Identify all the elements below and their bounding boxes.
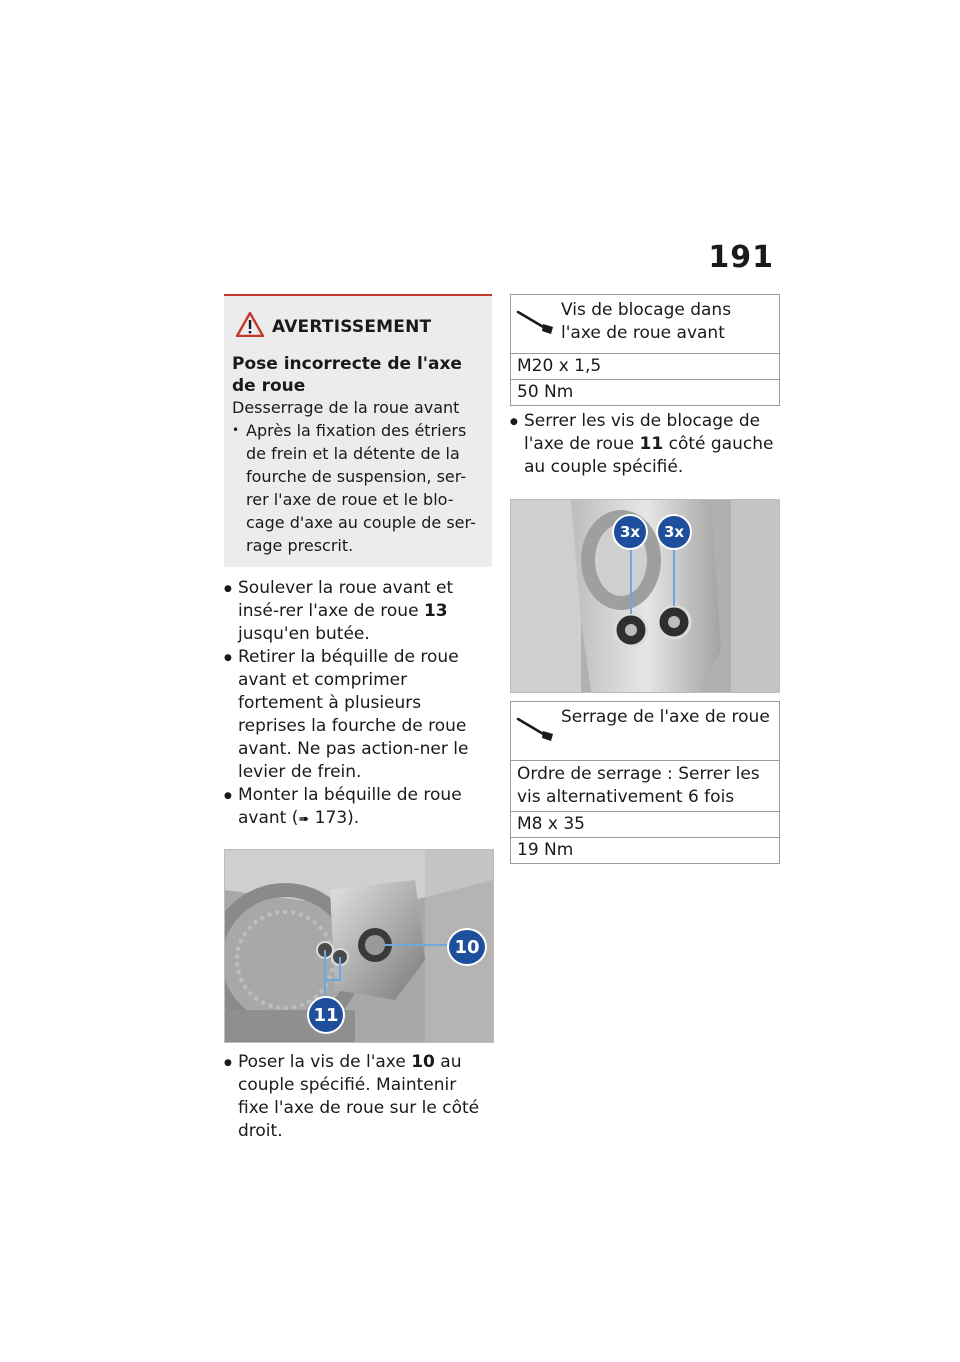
spec-thread-size: M8 x 35: [511, 812, 779, 838]
warning-subtitle: Pose incorrecte de l'axe de roue: [232, 354, 462, 396]
callout-3x-right: 3x: [656, 514, 692, 550]
warning-action-list: [232, 419, 484, 557]
left-column: [224, 294, 492, 1143]
step-list-left: [224, 577, 492, 831]
right-column: [510, 294, 780, 864]
spec-torque-value: 50 Nm: [511, 380, 779, 406]
torque-spec-table-axle-clamping: [510, 701, 780, 864]
spec-title: Serrage de l'axe de roue: [561, 707, 770, 727]
torque-wrench-icon: [515, 716, 555, 746]
spec-thread-size: M20 x 1,5: [511, 354, 779, 380]
step-list-right: [510, 410, 780, 479]
page-reference-arrow-icon: ➠: [298, 812, 310, 827]
spec-title: Vis de blocage dans l'axe de roue avant: [561, 300, 732, 343]
warning-title: AVERTISSEMENT: [272, 316, 432, 337]
reference-number: 10: [411, 1052, 435, 1072]
step-item: ● Serrer les vis de blocage de l'axe de roue 11 côté gauche au couple spécifié.: [510, 410, 780, 479]
step-item: ● Poser la vis de l'axe 10 au couple spécifié. Maintenir fixe l'axe de roue sur le côté droit.: [224, 1051, 492, 1143]
spec-header: [511, 295, 779, 354]
fork-clamp-photo: [510, 499, 780, 693]
reference-number: 13: [423, 601, 448, 621]
wheel-axle-photo: [224, 849, 494, 1043]
torque-wrench-icon: [515, 309, 555, 339]
warning-header: [232, 312, 484, 341]
callout-10: 10: [447, 928, 487, 966]
warning-consequence: Desserrage de la roue avant: [232, 398, 460, 417]
step-item: ● Monter la béquille de roue avant (➠ 173).: [224, 784, 492, 831]
step-item: ● Soulever la roue avant et insé-rer l'axe de roue 13 jusqu'en butée.: [224, 577, 492, 646]
step-item: ● Retirer la béquille de roue avant et comprimer fortement à plusieurs reprises la fourche de roue avant. Ne pas action-ner le levier de frein.: [224, 646, 492, 784]
warning-triangle-icon: [236, 312, 264, 341]
spec-header: [511, 702, 779, 761]
torque-spec-table-locking-screws: [510, 294, 780, 406]
page-number: 191: [708, 240, 774, 275]
warning-box: [224, 294, 492, 567]
spec-torque-value: 19 Nm: [511, 838, 779, 864]
callout-11: 11: [307, 996, 345, 1034]
reference-number: 11: [639, 434, 664, 454]
callout-3x-left: 3x: [612, 514, 648, 550]
step-list-left-bottom: [224, 1051, 492, 1143]
spec-tightening-order: Ordre de serrage : Serrer les vis alternativement 6 fois: [511, 761, 779, 812]
warning-action: • Après la fixation des étriers de frein et la détente de la fourche de suspension, ser-rer l'axe de roue et le blo-cage d'axe au couple de ser-rage prescrit.: [232, 419, 484, 557]
